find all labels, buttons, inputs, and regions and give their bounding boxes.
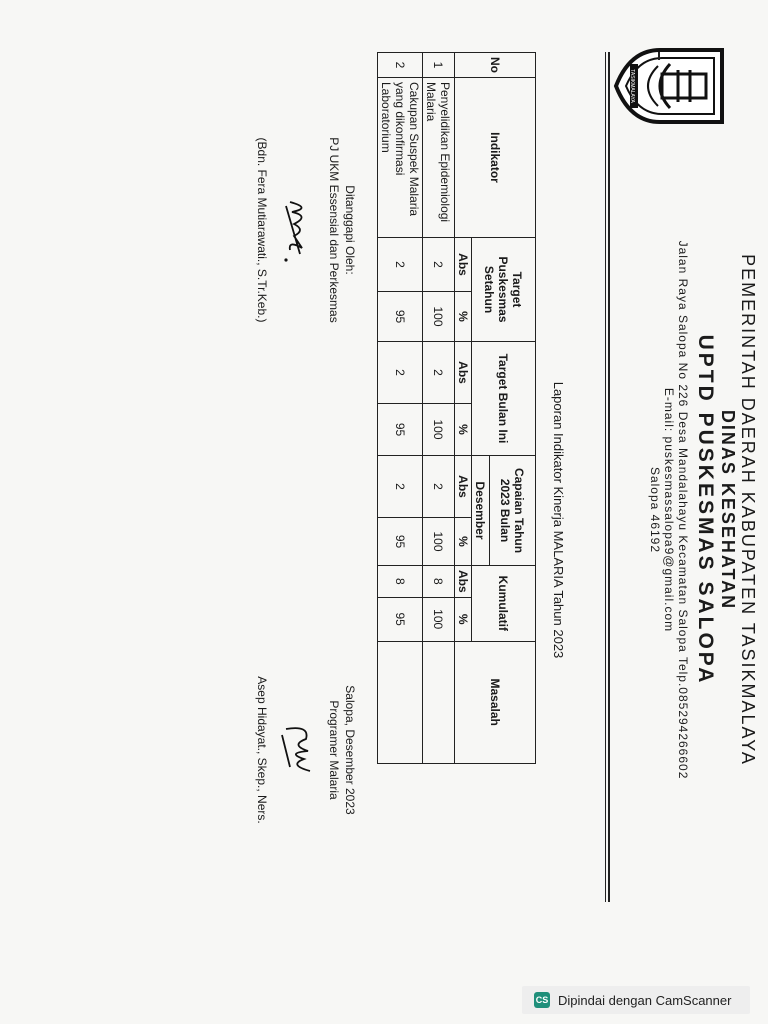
indicator-table [377,52,536,764]
row-target-abs: 2 [423,238,455,292]
header-abs: Abs [455,342,472,404]
letterhead-city: Salopa 46192 [648,466,662,554]
row-no: 1 [423,53,455,78]
programmer-role: Programer Malaria [327,700,341,800]
table-row [378,53,423,764]
header-target-tahun: Target Puskesmas Setahun [472,238,536,342]
row-no: 2 [378,53,423,78]
letterhead-email: E-mail: puskesmassalopa9@gmail.com [662,387,676,633]
row-capaian-pct: 100 [423,518,455,566]
row-kum-pct: 100 [423,597,455,641]
header-abs: Abs [455,238,472,292]
letterhead-address-block [648,110,690,910]
row-kum-pct: 95 [378,597,423,641]
row-bulan-abs: 2 [423,342,455,404]
row-capaian-abs: 2 [423,456,455,518]
row-bulan-abs: 2 [378,342,423,404]
header-indikator: Indikator [455,78,536,238]
header-pct: % [455,597,472,641]
letterhead-department: DINAS KESEHATAN [718,409,738,611]
handwritten-signature-icon [276,190,320,270]
approval-label: Ditanggapi Oleh: [343,185,357,275]
letterhead-institution: UPTD PUSKESMAS SALOPA [694,334,717,686]
approver-role: PJ UKM Essensial dan Perkesmas [327,137,341,323]
row-bulan-pct: 100 [423,404,455,456]
letterhead-divider-thin [605,52,606,902]
row-masalah [423,641,455,763]
camscanner-text: Dipindai dengan CamScanner [558,992,732,1008]
header-abs: Abs [455,456,472,518]
letterhead-address: Jalan Raya Salopa No 226 Desa Mandalahayu Kecamatan Salopa Telp.085294266602 [676,240,690,780]
header-capaian: Capaian Tahun 2023 Bulan [490,456,536,566]
header-bulan: Desember [472,456,490,566]
header-masalah: Masalah [455,641,536,763]
table-row [423,53,455,764]
row-target-abs: 2 [378,238,423,292]
letterhead-government: PEMERINTAH DAERAH KABUPATEN TASIKMALAYA [738,254,758,766]
header-no: No [455,53,536,78]
row-target-pct: 95 [378,292,423,342]
row-kum-abs: 8 [378,566,423,598]
header-pct: % [455,292,472,342]
approver-name: (Bdn. Fera Mutiarawati., S.Tr.Keb.) [255,137,269,323]
row-bulan-pct: 95 [378,404,423,456]
row-target-pct: 100 [423,292,455,342]
header-target-bulan: Target Bulan Ini [472,342,536,456]
signature-block-right [254,650,358,850]
row-capaian-abs: 2 [378,456,423,518]
header-pct: % [455,404,472,456]
report-title: Laporan Indikator Kinerja MALARIA Tahun 2023 [551,381,566,659]
row-masalah [378,641,423,763]
programmer-name: Asep Hidayat., Skep., Ners. [255,676,269,824]
row-capaian-pct: 95 [378,518,423,566]
header-pct: % [455,518,472,566]
margin-mark [658,52,660,60]
handwritten-signature-icon [276,715,320,785]
row-kum-abs: 8 [423,566,455,598]
row-indikator: Penyelidikan Epidemiologi Malaria [423,78,455,238]
header-kumulatif: Kumulatif [472,566,536,642]
place-date: Salopa, Desember 2023 [343,685,357,815]
row-indikator: Cakupan Suspek Malaria yang dikonfirmasi Laboratorium [378,78,423,238]
camscanner-logo-icon: CS [534,992,550,1008]
signature-block-left [254,100,358,360]
camscanner-badge [522,986,750,1014]
letterhead-divider [608,52,610,902]
svg-text:TASIKMALAYA: TASIKMALAYA [629,69,635,103]
header-abs: Abs [455,566,472,598]
